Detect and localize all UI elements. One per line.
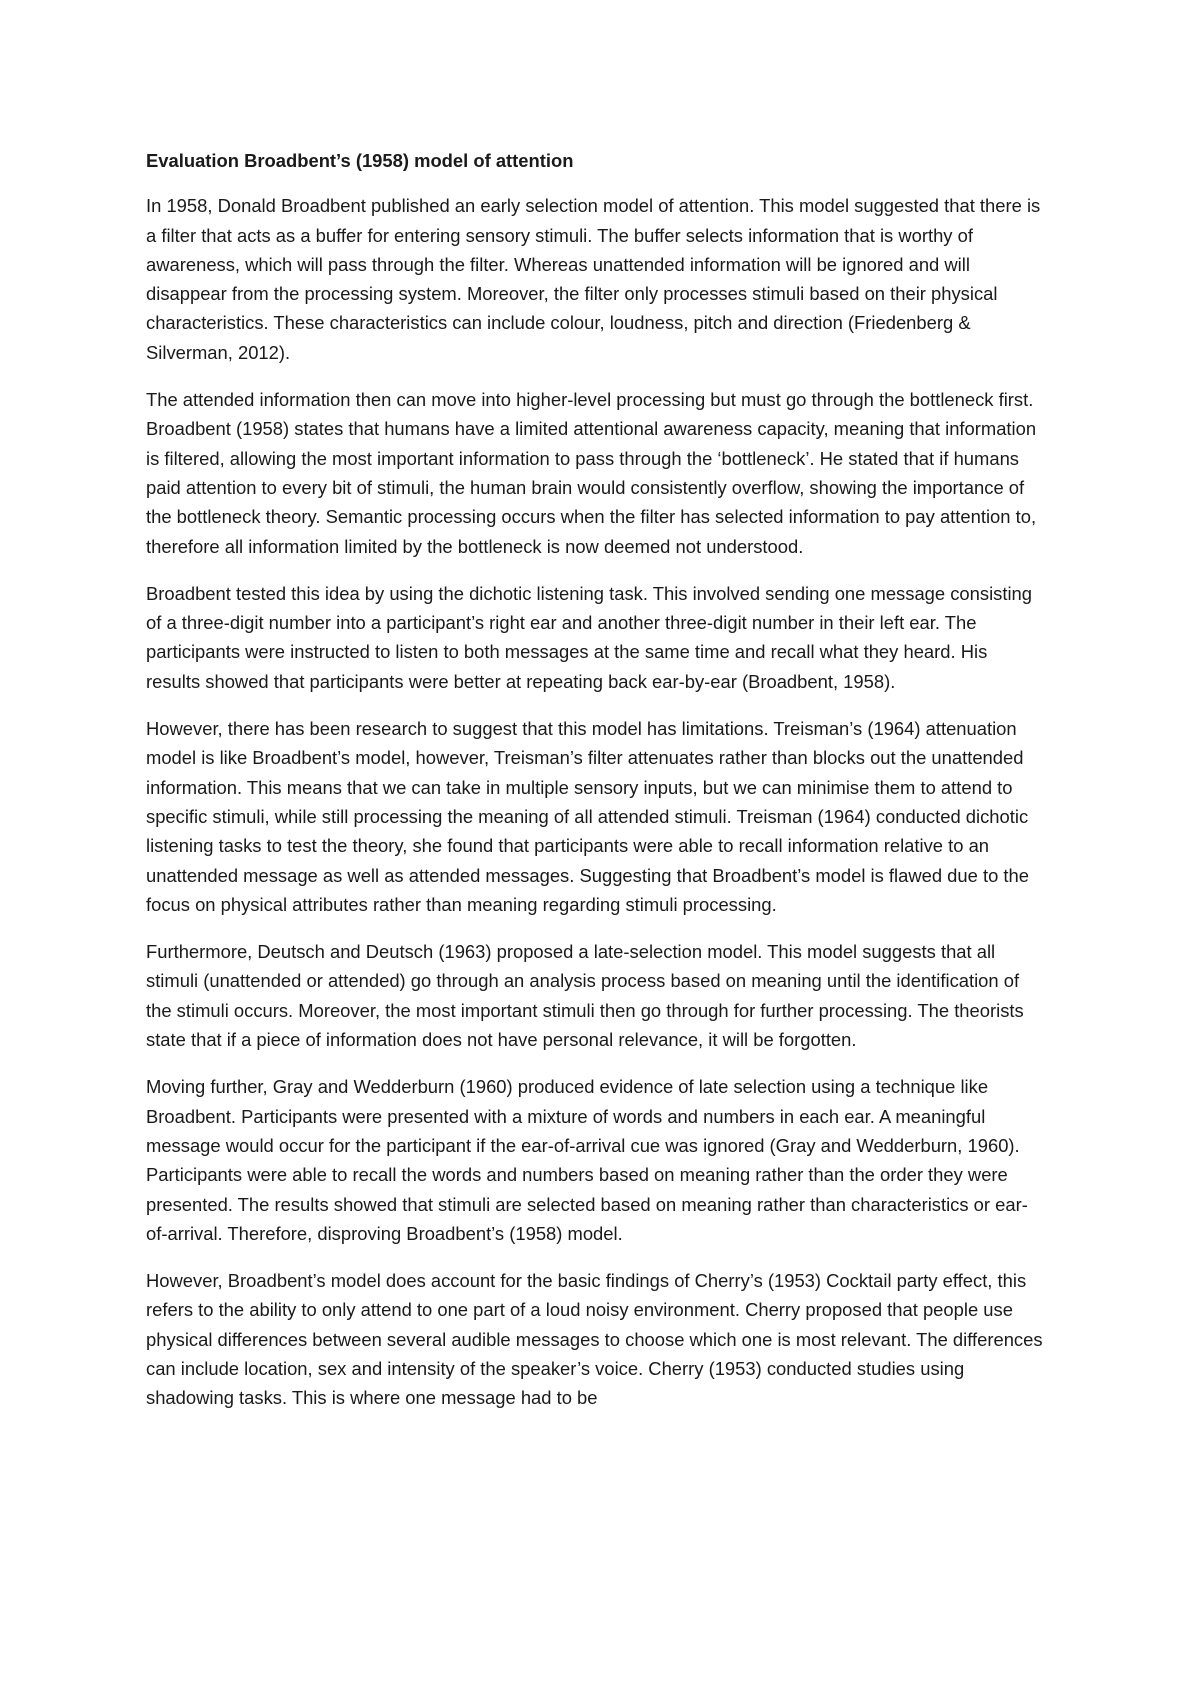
- paragraph-2: The attended information then can move into higher-level processing but must go through the bottleneck first. Broadbent (1958) states that humans have a limited attentional awareness capacity, meaning that information is filtered, allowing the most important information to pass through the ‘bottleneck’. He stated that if humans paid attention to every bit of stimuli, the human brain would consistently overflow, showing the importance of the bottleneck theory. Semantic processing occurs when the filter has selected information to pay attention to, therefore all information limited by the bottleneck is now deemed not understood.: [146, 389, 1037, 557]
- paragraph-7: However, Broadbent’s model does account for the basic findings of Cherry’s (1953) Cocktail party effect, this refers to the ability to only attend to one part of a loud noisy environment. Cherry proposed that people use physical differences between several audible messages to choose which one is most relevant. The differences can include location, sex and intensity of the speaker’s voice. Cherry (1953) conducted studies using shadowing tasks. This is where one message had to be: [146, 1270, 1043, 1409]
- paragraph-4: However, there has been research to suggest that this model has limitations. Treisman’s (1964) attenuation model is like Broadbent’s model, however, Treisman’s filter attenuates rather than blocks out the unattended information. This means that we can take in multiple sensory inputs, but we can minimise them to attend to specific stimuli, while still processing the meaning of all attended stimuli. Treisman (1964) conducted dichotic listening tasks to test the theory, she found that participants were able to recall information relative to an unattended message as well as attended messages. Suggesting that Broadbent’s model is flawed due to the focus on physical attributes rather than meaning regarding stimuli processing.: [146, 718, 1029, 915]
- paragraph-3: Broadbent tested this idea by using the dichotic listening task. This involved sending one message consisting of a three-digit number into a participant’s right ear and another three-digit number in their left ear. The participants were instructed to listen to both messages at the same time and recall what they heard. His results showed that participants were better at repeating back ear-by-ear (Broadbent, 1958).: [146, 582, 1033, 692]
- document-body: [146, 146, 1046, 1431]
- paragraph-1: In 1958, Donald Broadbent published an early selection model of attention. This model suggested that there is a filter that acts as a buffer for entering sensory stimuli. The buffer selects information that is worthy of awareness, which will pass through the filter. Whereas unattended information will be ignored and will disappear from the processing system. Moreover, the filter only processes stimuli based on their physical characteristics. These characteristics can include colour, loudness, pitch and direction (Friedenberg & Silverman, 2012).: [146, 195, 1041, 363]
- document-title: Evaluation Broadbent’s (1958) model of attention: [146, 150, 574, 171]
- paragraph-5: Furthermore, Deutsch and Deutsch (1963) proposed a late-selection model. This model suggests that all stimuli (unattended or attended) go through an analysis process based on meaning until the identification of the stimuli occurs. Moreover, the most important stimuli then go through for further processing. The theorists state that if a piece of information does not have personal relevance, it will be forgotten.: [146, 941, 1024, 1051]
- paragraph-6: Moving further, Gray and Wedderburn (1960) produced evidence of late selection using a technique like Broadbent. Participants were presented with a mixture of words and numbers in each ear. A meaningful message would occur for the participant if the ear-of-arrival cue was ignored (Gray and Wedderburn, 1960). Participants were able to recall the words and numbers based on meaning rather than the order they were presented. The results showed that stimuli are selected based on meaning rather than characteristics or ear-of-arrival. Therefore, disproving Broadbent’s (1958) model.: [146, 1076, 1028, 1244]
